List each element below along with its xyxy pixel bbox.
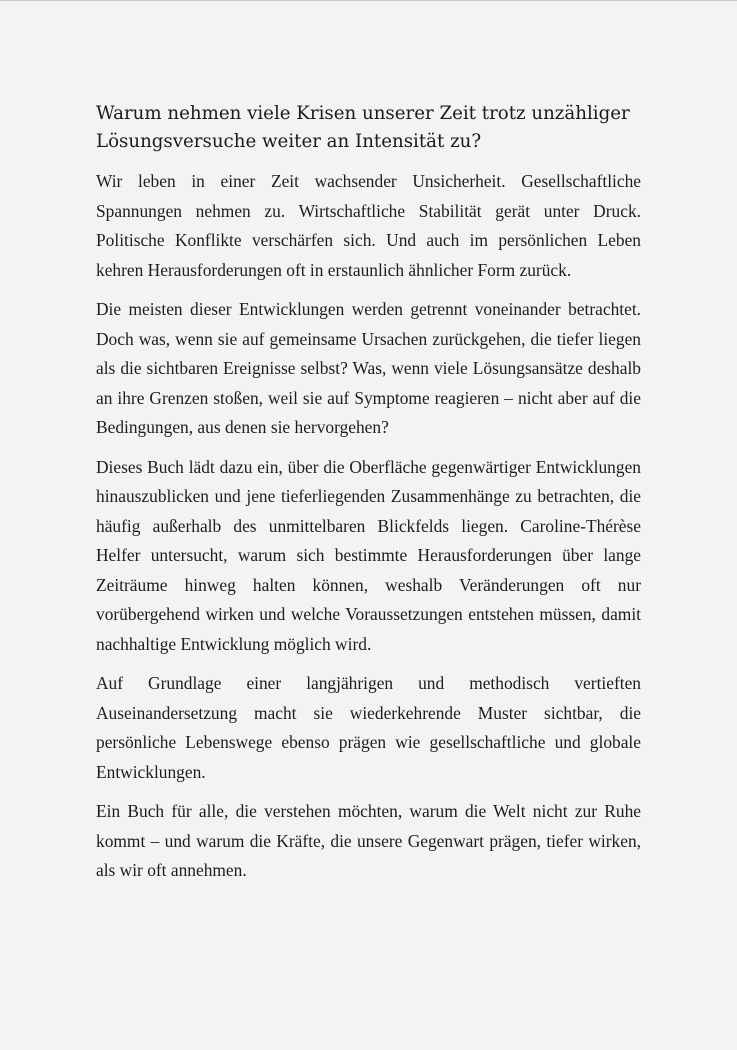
top-border xyxy=(0,0,737,1)
document-page xyxy=(96,100,641,896)
paragraph-4: Auf Grundlage einer langjährigen und methodisch vertieften Auseinandersetzung macht sie wiederkehrende Muster sichtbar, die persönliche Lebenswege ebenso prägen wie gesellschaftliche und globale Entwicklungen. xyxy=(96,673,641,782)
paragraph-3: Dieses Buch lädt dazu ein, über die Oberfläche gegenwärtiger Entwicklungen hinauszublicken und jene tieferliegenden Zusammenhänge zu betrachten, die häufig außerhalb des unmittelbaren Blickfelds liegen. Caroline-Thérèse Helfer untersucht, warum sich bestimmte Herausforderungen über lange Zeiträume hinweg halten können, weshalb Veränderungen oft nur vorübergehend wirken und welche Voraussetzungen entstehen müssen, damit nachhaltige Entwicklung möglich wird. xyxy=(96,456,641,654)
paragraph-5: Ein Buch für alle, die verstehen möchten, warum die Welt nicht zur Ruhe kommt – und warum die Kräfte, die unsere Gegenwart prägen, tiefer wirken, als wir oft annehmen. xyxy=(96,801,641,880)
paragraph-1: Wir leben in einer Zeit wachsender Unsicherheit. Gesellschaftliche Spannungen nehmen zu. Wirtschaftliche Stabilität gerät unter Druck. Politische Konflikte verschärfen sich. Und auch im persönlichen Leben kehren Herausforderungen oft in erstaunlich ähnlicher Form zurück. xyxy=(96,171,641,280)
document-title: Warum nehmen viele Krisen unserer Zeit trotz unzähliger Lösungsversuche weiter an Intensität zu? xyxy=(96,103,630,152)
paragraph-2: Die meisten dieser Entwicklungen werden getrennt voneinander betrachtet. Doch was, wenn sie auf gemeinsame Ursachen zurückgehen, die tiefer liegen als die sichtbaren Ereignisse selbst? Was, wenn viele Lösungsansätze deshalb an ihre Grenzen stoßen, weil sie auf Symptome reagieren – nicht aber auf die Bedingungen, aus denen sie hervorgehen? xyxy=(96,299,641,437)
